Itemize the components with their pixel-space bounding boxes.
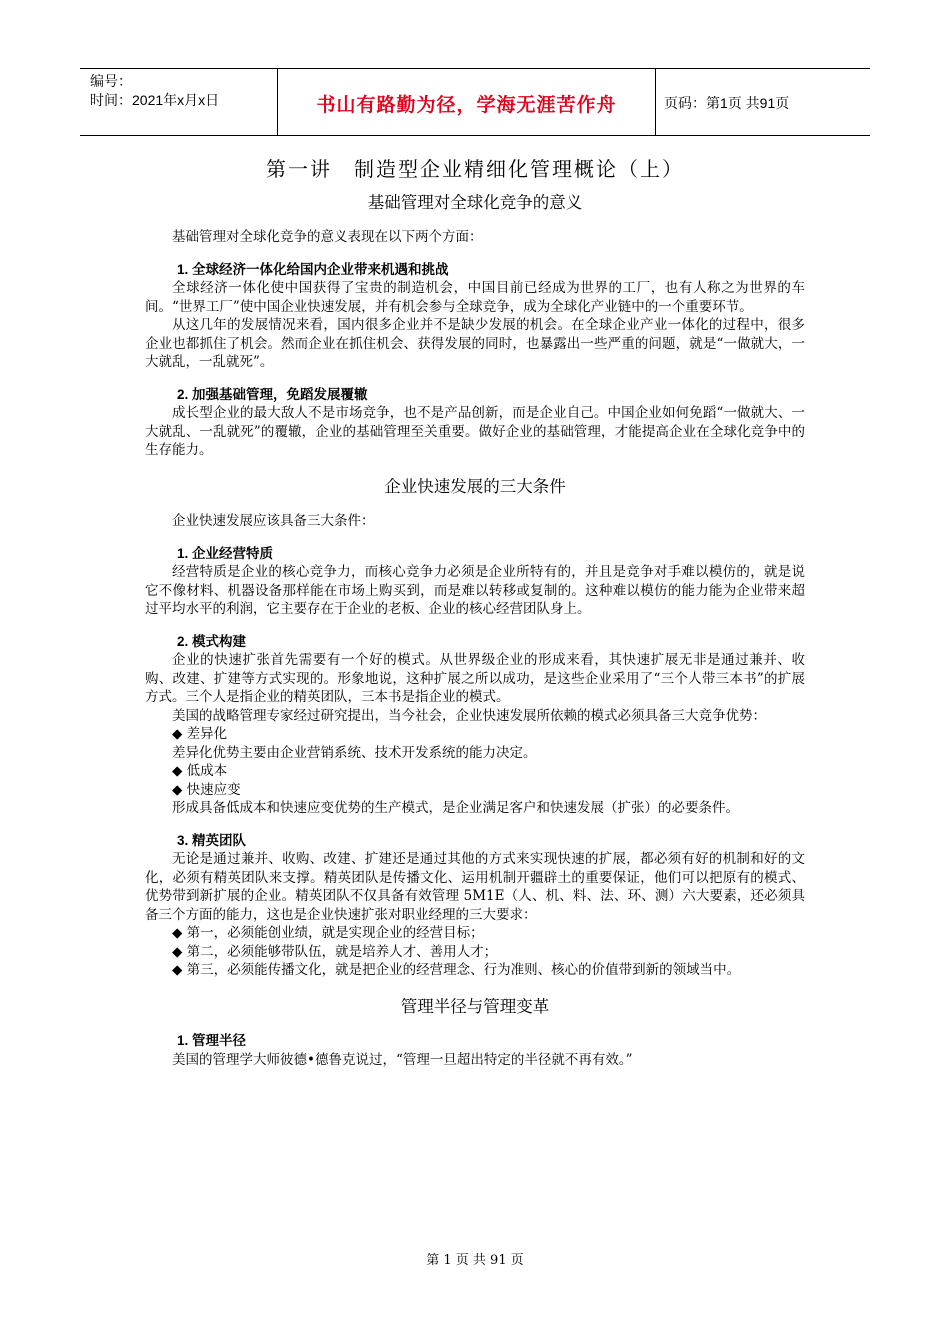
header-divider-right	[655, 68, 656, 136]
header-time-label: 时间：2021年x月x日	[90, 92, 220, 108]
header-top-border	[80, 68, 870, 69]
paragraph: 成长型企业的最大敌人不是市场竞争，也不是产品创新，而是企业自己。中国企业如何免蹈“一做就大、一大就乱、一乱就死”的覆辙，企业的基础管理至关重要。做好企业的基础管理，才能提高企业在全球化竞争中的生存能力。	[145, 405, 805, 458]
header-motto: 书山有路勤为径，学海无涯苦作舟	[316, 95, 617, 116]
paragraph: 形成具备低成本和快速应变优势的生产模式，是企业满足客户和快速发展（扩张）的必要条件。	[172, 800, 739, 816]
paragraph: 从这几年的发展情况来看，国内很多企业并不是缺少发展的机会。在全球企业产业一体化的过程中，很多企业也都抓住了机会。然而企业在抓住机会、获得发展的同时，也暴露出一些严重的问题，就是“一做就大，一大就乱，一乱就死”。	[145, 317, 805, 370]
section-heading: 管理半径与管理变革	[400, 997, 550, 1016]
document-title: 第一讲 制造型企业精细化管理概论（上）	[266, 159, 684, 181]
section-intro: 基础管理对全球化竞争的意义表现在以下两个方面：	[172, 229, 483, 245]
header-bottom-border	[80, 135, 870, 136]
document-body	[145, 157, 805, 1069]
paragraph: 美国的战略管理专家经过研究提出，当今社会，企业快速发展所依赖的模式必须具备三大竞争优势：	[172, 707, 766, 724]
paragraph: 无论是通过兼并、收购、改建、扩建还是通过其他的方式来实现快速的扩展，都必须有好的机制和好的文化，必须有精英团队来支撑。精英团队是传播文化、运用机制开疆辟土的重要保证，他们可以把原有的模式、优势带到新扩展的企业。精英团队不仅具备有效管理 5M1E（人、机、料、法、环、测）六大要素，还必须具备三个方面的能力，这也是企业快速扩张对职业经理的三大要求：	[145, 851, 805, 923]
subsection-heading: 1. 管理半径	[177, 1033, 247, 1048]
paragraph: 经营特质是企业的核心竞争力，而核心竞争力必须是企业所特有的，并且是竞争对手难以模仿的，就是说它不像材料、机器设备那样能在市场上购买到，而是难以转移或复制的。这种难以模仿的能力能为企业带来超过平均水平的利润，它主要存在于企业的老板、企业的核心经营团队身上。	[145, 564, 805, 617]
subsection-heading: 2. 加强基础管理，免蹈发展覆辙	[177, 386, 368, 402]
subsection-heading: 1. 全球经济一体化给国内企业带来机遇和挑战	[177, 261, 449, 277]
bullet-item: ◆ 低成本	[172, 763, 228, 779]
header-page-info: 页码：第1页 共91页	[664, 95, 790, 111]
bullet-item: ◆ 第二，必须能够带队伍，就是培养人才、善用人才；	[172, 943, 498, 960]
bullet-item: ◆ 差异化	[172, 726, 228, 742]
paragraph: 企业的快速扩张首先需要有一个好的模式。从世界级企业的形成来看，其快速扩展无非是通过兼并、收购、改建、扩建等方式实现的。形象地说，这种扩展之所以成功，是这些企业采用了“三个人带三本书”的扩展方式。三个人是指企业的精英团队，三本书是指企业的模式。	[145, 652, 805, 705]
section-heading: 企业快速发展的三大条件	[384, 477, 566, 496]
bullet-item: ◆ 第三，必须能传播文化，就是把企业的经营理念、行为准则、核心的价值带到新的领域当中。	[172, 962, 741, 978]
paragraph: 美国的管理学大师彼德•德鲁克说过，“管理一旦超出特定的半径就不再有效。”	[172, 1051, 633, 1068]
subsection-heading: 1. 企业经营特质	[177, 545, 274, 561]
page-footer: 第 1 页 共 91 页	[426, 1253, 524, 1268]
header-meta	[90, 72, 219, 110]
subsection-heading: 3. 精英团队	[177, 832, 247, 848]
section-heading: 基础管理对全球化竞争的意义	[367, 193, 583, 212]
paragraph: 差异化优势主要由企业营销系统、技术开发系统的能力决定。	[172, 744, 537, 761]
bullet-item: ◆ 快速应变	[172, 781, 241, 798]
paragraph: 全球经济一体化使中国获得了宝贵的制造机会，中国目前已经成为世界的工厂，也有人称之为世界的车间。“世界工厂”使中国企业快速发展，并有机会参与全球竞争，成为全球化产业链中的一个重要环节。	[145, 280, 805, 315]
section-intro: 企业快速发展应该具备三大条件：	[172, 513, 375, 529]
header-number-label: 编号：	[90, 73, 132, 89]
subsection-heading: 2. 模式构建	[177, 633, 247, 649]
bullet-item: ◆ 第一，必须能创业绩，就是实现企业的经营目标；	[172, 925, 484, 941]
